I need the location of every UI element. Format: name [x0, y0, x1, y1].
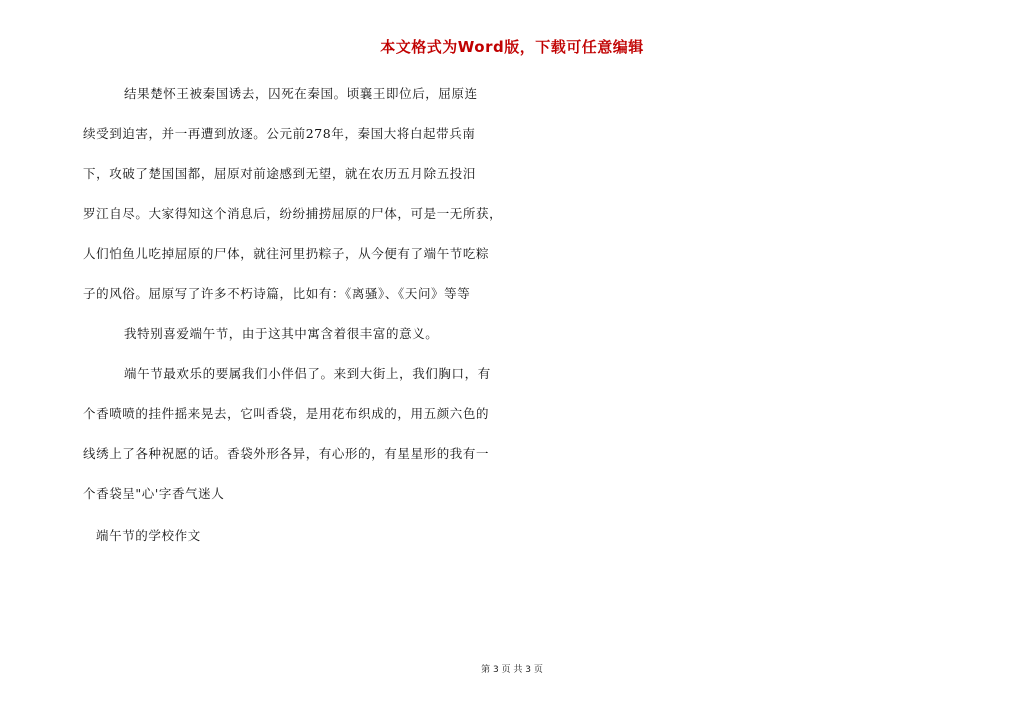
paragraph-line: 续受到迫害，并一再遭到放逐。公元前278年，秦国大将白起带兵南 [83, 126, 476, 141]
paragraph-line: 子的风俗。屈原写了许多不朽诗篇，比如有：《离骚》、《天问》等等 [83, 286, 471, 301]
paragraph-line: 我特别喜爱端午节，由于这其中寓含着很丰富的意义。 [124, 326, 439, 341]
paragraph-line: 结果楚怀王被秦国诱去，囚死在秦国。顷襄王即位后，屈原连 [124, 86, 478, 101]
paragraph-line: 人们怕鱼儿吃掉屈原的尸体，就往河里扔粽子，从今便有了端午节吃粽 [83, 246, 490, 261]
paragraph-line: 个香袋呈"心'字香气迷人 [83, 486, 225, 501]
paragraph-line: 端午节最欢乐的要属我们小伴侣了。来到大街上，我们胸口，有 [124, 366, 491, 381]
related-article-title: 端午节的学校作文 [96, 528, 201, 543]
page-number: 第 3 页 共 3 页 [481, 665, 543, 675]
paragraph-line: 线绣上了各种祝愿的话。香袋外形各异，有心形的，有星星形的我有一 [83, 446, 490, 461]
document-header-title: 本文格式为Word版，下载可任意编辑 [380, 38, 644, 56]
paragraph-line: 下，攻破了楚国国都，屈原对前途感到无望，就在农历五月除五投汨 [83, 166, 477, 181]
paragraph-line: 个香喷喷的挂件摇来晃去，它叫香袋，是用花布织成的，用五颜六色的 [83, 406, 490, 421]
paragraph-line: 罗江自尽。大家得知这个消息后，纷纷捕捞屈原的尸体，可是一无所获， [83, 206, 503, 221]
